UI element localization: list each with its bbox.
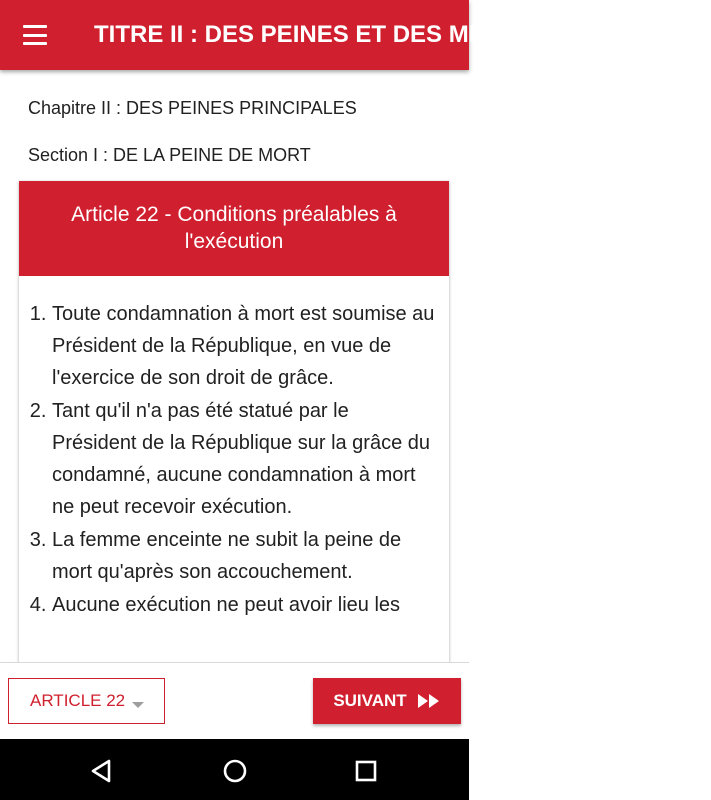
back-icon[interactable]: [88, 757, 116, 785]
dropdown-caret-icon: [132, 702, 144, 708]
article-body: [19, 276, 449, 621]
article-card: [19, 181, 449, 701]
next-button-label: SUIVANT: [333, 691, 407, 710]
article-item: 2. Tant qu'il n'a pas été statué par le Président de la République sur la grâce du condamné, aucune condamnation à mort ne peut recevoir exécution.: [52, 395, 437, 523]
article-items-list: [29, 298, 437, 621]
bottom-bar: [0, 662, 469, 739]
article-title: Article 22 - Conditions préalables à l'exécution: [19, 181, 449, 276]
hamburger-menu-icon[interactable]: [18, 22, 52, 48]
article-item: 1. Toute condamnation à mort est soumise au Président de la République, en vue de l'exercice de son droit de grâce.: [52, 298, 437, 394]
article-select-value: ARTICLE 22: [30, 691, 126, 710]
next-button[interactable]: [313, 678, 461, 724]
app-bar: [0, 0, 711, 70]
home-icon[interactable]: [221, 757, 249, 785]
section-heading: Section I : DE LA PEINE DE MORT: [28, 145, 311, 165]
article-item: 3. La femme enceinte ne subit la peine de mort qu'après son accouchement.: [52, 524, 437, 588]
article-content[interactable]: [0, 70, 469, 662]
system-nav-bar: [0, 739, 469, 800]
article-select[interactable]: [8, 678, 165, 724]
fast-forward-icon: [417, 693, 441, 709]
chapter-heading: Chapitre II : DES PEINES PRINCIPALES: [28, 98, 357, 118]
recent-apps-icon[interactable]: [352, 757, 380, 785]
app-bar-title: TITRE II : DES PEINES ET DES MESURES DE SÛRETÉ: [94, 21, 711, 48]
article-item: 4. Aucune exécution ne peut avoir lieu les: [52, 589, 437, 621]
